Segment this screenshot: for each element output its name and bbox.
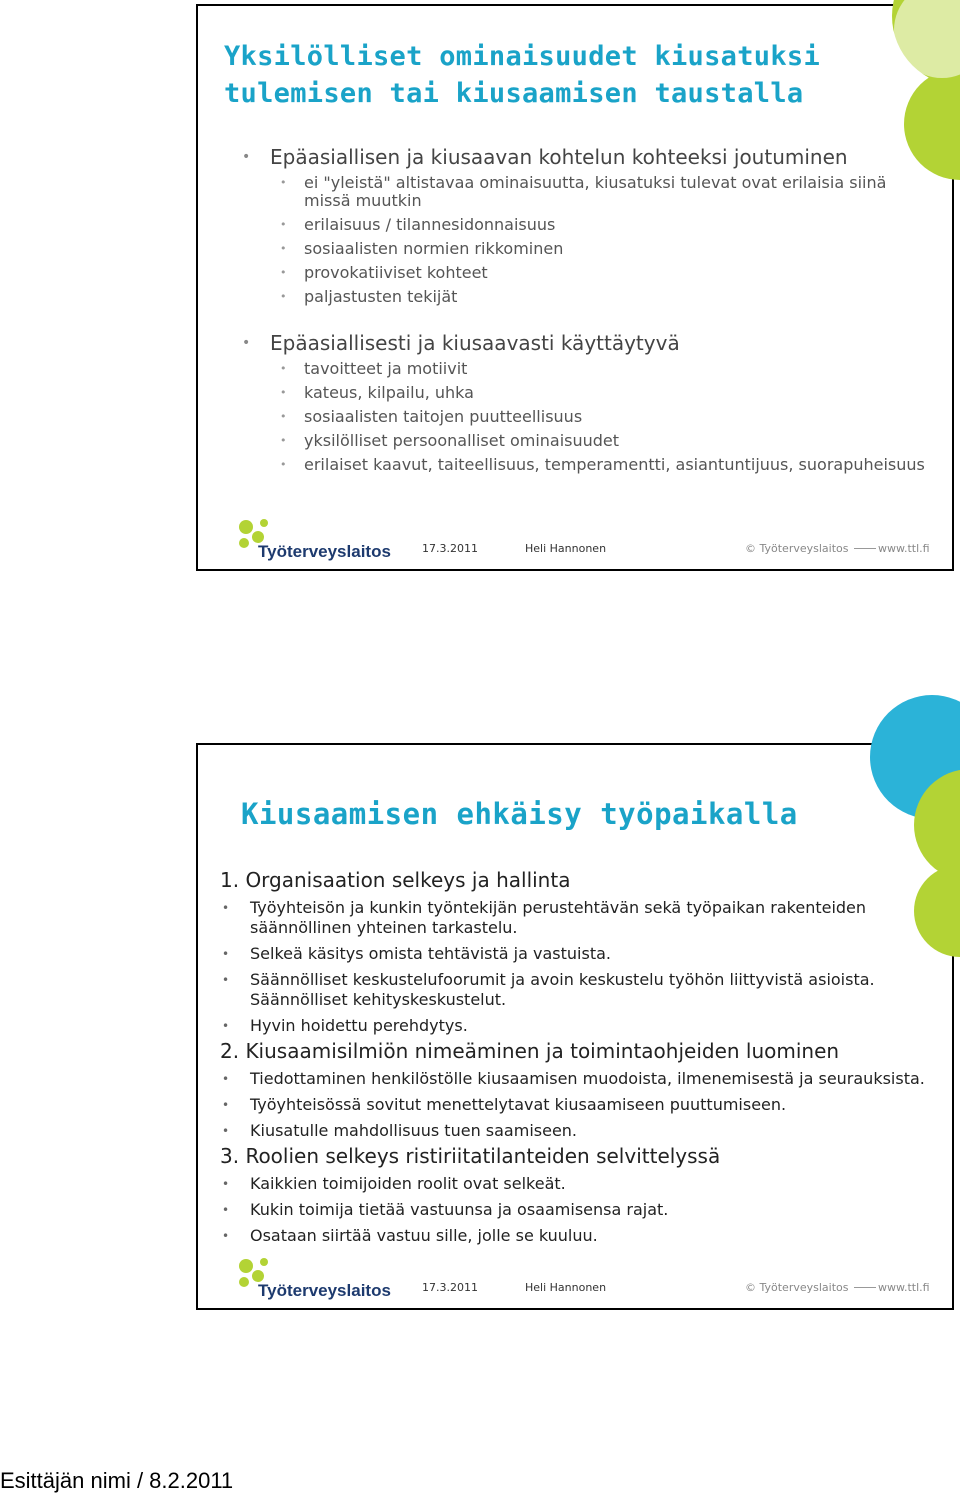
- bullet-list-2: [242, 332, 932, 354]
- footer-url: www.ttl.fi: [878, 542, 930, 555]
- list-item: • Työyhteisössä sovitut menettelytavat kiusaamiseen puuttumiseen.: [220, 1095, 940, 1115]
- footer-date: 17.3.2011: [422, 542, 478, 555]
- list-item: • paljastusten tekijät: [242, 288, 932, 306]
- slide-title: Kiusaamisen ehkäisy työpaikalla: [241, 797, 798, 831]
- section-heading-2: 2. Kiusaamisilmiön nimeäminen ja toimintaohjeiden luominen: [220, 1039, 840, 1063]
- sub-bullet-list-2: [242, 360, 932, 474]
- list-item: • Selkeä käsitys omista tehtävistä ja vastuista.: [220, 944, 940, 964]
- slide-content: [220, 865, 940, 1246]
- slide-content: [242, 146, 932, 474]
- slide-footer: [198, 509, 952, 569]
- list-item: • Osataan siirtää vastuu sille, jolle se kuuluu.: [220, 1226, 940, 1246]
- list-item: • Säännölliset keskustelufoorumit ja avoin keskustelu työhön liittyvistä asioista. Säännölliset kehityskeskustelut.: [220, 970, 940, 1010]
- list-item: • tavoitteet ja motiivit: [242, 360, 932, 378]
- list-item: • Kaikkien toimijoiden roolit ovat selkeät.: [220, 1174, 940, 1194]
- slide-footer: [198, 1248, 952, 1308]
- list-item: • provokatiiviset kohteet: [242, 264, 932, 282]
- list-item: • Kukin toimija tietää vastuunsa ja osaamisensa rajat.: [220, 1200, 940, 1220]
- logo-text: Työterveyslaitos: [258, 542, 391, 561]
- bullet-list: [242, 146, 932, 168]
- list-item: • ei "yleistä" altistavaa ominaisuutta, kiusatuksi tulevat ovat erilaisia siinä missä muutkin: [242, 174, 932, 210]
- slide-title: [224, 38, 820, 112]
- footer-date: 17.3.2011: [422, 1281, 478, 1294]
- list-item: • yksilölliset persoonalliset ominaisuudet: [242, 432, 932, 450]
- ttl-logo: [234, 1254, 391, 1302]
- slide-title-line-1: Yksilölliset ominaisuudet kiusatuksi: [224, 41, 820, 72]
- footer-copyright: © Työterveyslaitos: [745, 542, 849, 555]
- logo-text: Työterveyslaitos: [258, 1281, 391, 1300]
- list-item: • kateus, kilpailu, uhka: [242, 384, 932, 402]
- presenter-line: Esittäjän nimi / 8.2.2011: [0, 1468, 234, 1493]
- footer-author: Heli Hannonen: [525, 542, 607, 555]
- list-item: • erilaiset kaavut, taiteellisuus, temperamentti, asiantuntijuus, suorapuheisuus: [242, 456, 932, 474]
- list-item: • Työyhteisön ja kunkin työntekijän perustehtävän sekä työpaikan rakenteiden säännöllinen yhteinen tarkastelu.: [220, 898, 940, 938]
- section-heading-1: 1. Organisaation selkeys ja hallinta: [220, 868, 571, 892]
- list-item: • sosiaalisten taitojen puutteellisuus: [242, 408, 932, 426]
- section-heading-1: • Epäasiallisen ja kiusaavan kohtelun kohteeksi joutuminen: [242, 146, 932, 168]
- ttl-logo: [234, 515, 391, 563]
- sub-bullet-list-1: [242, 174, 932, 306]
- footer-divider: [854, 548, 876, 549]
- list-item: • erilaisuus / tilannesidonnaisuus: [242, 216, 932, 234]
- slide-2: [196, 743, 954, 1310]
- footer-author: Heli Hannonen: [525, 1281, 607, 1294]
- slide-1: [196, 4, 954, 571]
- footer-url: www.ttl.fi: [878, 1281, 930, 1294]
- list-item: • Kiusatulle mahdollisuus tuen saamiseen.: [220, 1121, 940, 1141]
- list-item: • Tiedottaminen henkilöstölle kiusaamisen muodoista, ilmenemisestä ja seurauksista.: [220, 1069, 940, 1089]
- section-heading-2: • Epäasiallisesti ja kiusaavasti käyttäytyvä: [242, 332, 932, 354]
- footer-divider: [854, 1287, 876, 1288]
- slide-title-line-2: tulemisen tai kiusaamisen taustalla: [224, 78, 804, 109]
- list-item: • sosiaalisten normien rikkominen: [242, 240, 932, 258]
- section-heading-3: 3. Roolien selkeys ristiriitatilanteiden selvittelyssä: [220, 1144, 721, 1168]
- list-item: • Hyvin hoidettu perehdytys.: [220, 1016, 940, 1036]
- footer-copyright: © Työterveyslaitos: [745, 1281, 849, 1294]
